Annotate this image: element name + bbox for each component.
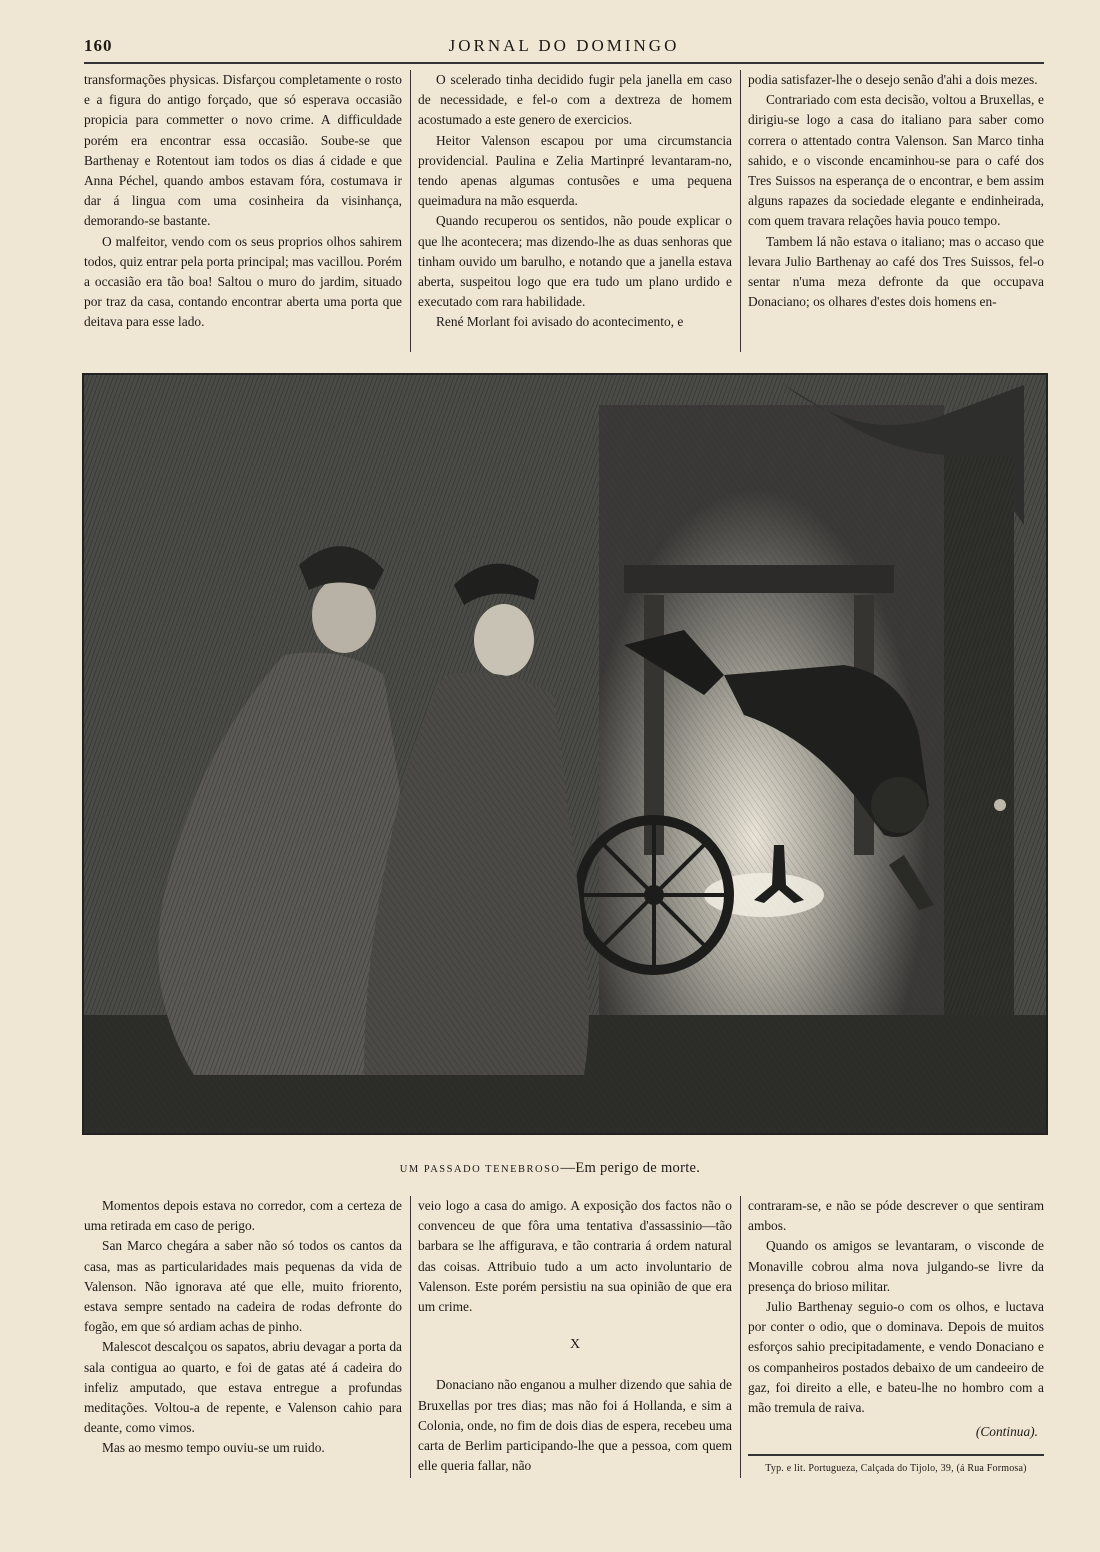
- caption-separator: —: [560, 1160, 576, 1176]
- column-rule: [410, 70, 411, 352]
- paragraph: Momentos depois estava no corredor, com a certeza de uma retirada em caso de perigo.: [84, 1198, 402, 1234]
- mantel: [624, 565, 894, 593]
- paragraph: Malescot descalçou os sapatos, abriu devagar a porta da sala contigua ao quarto, e foi de gatas até á cadeira do infeliz amputado, que estava entregue a profundas meditações. Voltou-a de repente, e Valenson cahio para deante, como vimos.: [84, 1339, 402, 1436]
- paragraph: Mas ao mesmo tempo ouviu-se um ruido.: [102, 1440, 325, 1456]
- paragraph: Quando os amigos se levantaram, o visconde de Monaville cobrou alma nova julgando-se livre da presença do brioso militar.: [748, 1238, 1044, 1294]
- top-column-1: [84, 70, 402, 360]
- engraving-illustration: [82, 373, 1048, 1135]
- paragraph: San Marco chegára a saber não só todos os cantos da casa, mas as particularidades mais pequenas da vida de Valenson. Não ignorava até que elle, muito friorento, estava sempre sentado na cadeira de rodas defronte do fogão, em que só ardiam achas de pinho.: [84, 1238, 402, 1335]
- paragraph: Julio Barthenay seguio-o com os olhos, e luctava por conter o odio, que o dominava. Depois de muitos esforços sahio precipitadamente, e vendo Donaciano e os companheiros postados debaixo de um candeeiro de gaz, foi direito a elle, e bateu-lhe no hombro com a mão tremula de raiva.: [748, 1299, 1044, 1416]
- paragraph: O scelerado tinha decidido fugir pela janella em caso de necessidade, e fel-o com a dextreza de homem acostumado a este genero de exercicios.: [418, 72, 732, 128]
- section-number: X: [569, 1337, 581, 1353]
- column-rule: [740, 1196, 741, 1478]
- illustration-caption: [0, 1160, 1100, 1177]
- paragraph: transformações physicas. Disfarçou completamente o rosto e a figura do antigo forçado, que só esperava occasião propicia para commetter o novo crime. A difficuldade porém era encontrar essa occasião. Soube-se que Barthenay e Rotentout iam todos os dias á cidade e que Anna Péchel, quando ambos estavam fóra, costumava ir dar á lingua com uma cosinheira da visinhança, demorando-se bastante.: [84, 72, 402, 229]
- page-number: 160: [84, 36, 113, 55]
- door-knob: [994, 799, 1006, 811]
- colophon-rule: [748, 1454, 1044, 1456]
- column-rule: [740, 70, 741, 352]
- journal-title: JORNAL DO DOMINGO: [448, 36, 680, 55]
- header-rule: [84, 62, 1044, 64]
- bottom-column-2: [418, 1196, 732, 1486]
- page-header: [84, 36, 1044, 58]
- paragraph: contraram-se, e não se póde descrever o que sentiram ambos.: [748, 1198, 1044, 1234]
- engraving-scene: [84, 375, 1046, 1133]
- paragraph: René Morlant foi avisado do acontecimento, e: [436, 314, 684, 330]
- paragraph: podia satisfazer-lhe o desejo senão d'ahi a dois mezes.: [748, 72, 1038, 87]
- paragraph: O malfeitor, vendo com os seus proprios olhos sahirem todos, quiz entrar pela porta principal; mas vacillou. Porém a occasião era tão boa! Saltou o muro do jardim, situado por traz da casa, contando encontrar aberta uma porta que deitava para esse lado.: [84, 233, 402, 330]
- bottom-column-1: [84, 1196, 402, 1486]
- wheelchair-wheel: [579, 820, 729, 970]
- caption-subtitle: Em perigo de morte.: [575, 1160, 701, 1176]
- top-column-3: [748, 70, 1044, 360]
- paragraph: veio logo a casa do amigo. A exposição dos factos não o convenceu de que fôra uma tentativa d'assassinio—tão barbara se lhe affigurava, e tão contraria á ordem natural das coisas. Attribuio tudo a um acto involuntario de Valenson. Este porém persistiu na sua opinião de que era um crime.: [418, 1198, 732, 1315]
- bottom-column-3: [748, 1196, 1044, 1486]
- caption-title: UM PASSADO TENEBROSO: [399, 1164, 561, 1175]
- top-column-2: [418, 70, 732, 360]
- paragraph: Donaciano não enganou a mulher dizendo que sahia de Bruxellas por tres dias; mas não foi á Hollanda, e sim a Colonia, onde, no fim de dois dias de espera, recebeu uma carta de Berlim participando-lhe que a pessoa, com quem elle queria fallar, não: [418, 1377, 732, 1474]
- column-rule: [410, 1196, 411, 1478]
- continua-note: (Continua).: [975, 1424, 1038, 1440]
- paragraph: Contrariado com esta decisão, voltou a Bruxellas, e dirigiu-se logo a casa do italiano para saber como correra o attentado contra Valenson. San Marco tinha sahido, e o visconde encaminhou-se para o café dos Tres Suissos na esperança de o encontrar, e bem assim alguns rapazes da sociedade elegante e endinheirada, com quem travara relações havia pouco tempo.: [748, 92, 1044, 229]
- printer-colophon: Typ. e lit. Portugueza, Calçada do Tijolo, 39, (á Rua Formosa): [765, 1463, 1027, 1475]
- paragraph: Quando recuperou os sentidos, não poude explicar o que lhe acontecera; mas dizendo-lhe as duas senhoras que tinham ouvido um barulho, e notando que a janella estava aberta, suspeitou logo que era tudo um plano urdido e executado com rara habilidade.: [418, 213, 732, 310]
- paragraph: Heitor Valenson escapou por uma circumstancia providencial. Paulina e Zelia Martinpré levantaram-no, tendo apenas algumas contusões e uma pequena queimadura na mão esquerda.: [418, 132, 732, 209]
- paragraph: Tambem lá não estava o italiano; mas o accaso que levara Julio Barthenay ao café dos Tres Suissos, fel-o sentar n'uma meza defronte da que occupava Donaciano; os olhares d'estes dois homens en-: [748, 233, 1044, 310]
